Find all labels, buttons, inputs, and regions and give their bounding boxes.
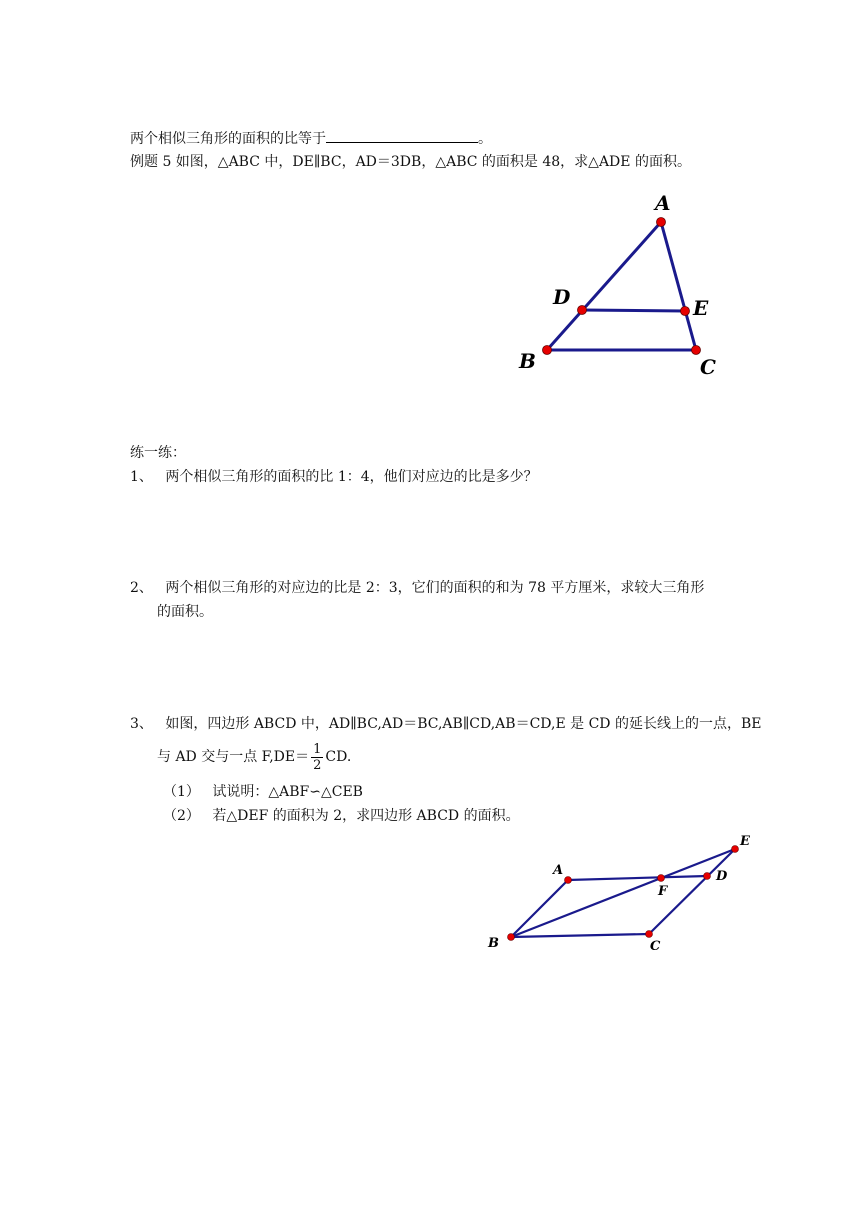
q3-sub2-number: （2） — [163, 808, 200, 824]
q3-sub2-text: 若△DEF 的面积为 2，求四边形 ABCD 的面积。 — [212, 808, 520, 824]
q2-text-line1: 两个相似三角形的对应边的比是 2：3，它们的面积的和为 78 平方厘米，求较大三角形 — [165, 580, 705, 596]
point-a — [657, 218, 666, 227]
label-e: E — [740, 834, 750, 849]
label-a: A — [655, 191, 671, 215]
point-e — [732, 846, 739, 853]
fill-blank-text: 两个相似三角形的面积的比等于 — [130, 131, 326, 147]
point-f — [658, 875, 665, 882]
q3-sub1-text: 试说明：△ABF∽△CEB — [212, 784, 363, 800]
q2-number: 2、 — [130, 580, 153, 596]
fraction-one-half — [311, 742, 323, 773]
label-d: D — [716, 869, 728, 884]
q3-sub2 — [163, 806, 520, 826]
label-a: A — [553, 863, 564, 878]
point-d — [578, 306, 587, 315]
fill-blank-line — [130, 128, 492, 149]
fill-blank-end: 。 — [478, 131, 492, 147]
figure-parallelogram-abcd — [480, 828, 770, 958]
segment-bc — [511, 934, 649, 937]
point-b — [543, 346, 552, 355]
q3-text-line1: 如图，四边形 ABCD 中，AD∥BC,AD＝BC,AB∥CD,AB＝CD,E 是 CD 的延长线上的一点，BE — [165, 716, 762, 732]
point-c — [692, 346, 701, 355]
point-b — [508, 934, 515, 941]
question-2 — [130, 578, 704, 598]
point-d — [704, 873, 711, 880]
segment-de — [582, 310, 685, 311]
q1-text: 两个相似三角形的面积的比 1：4，他们对应边的比是多少？ — [165, 469, 538, 485]
question-1 — [130, 467, 538, 487]
question-3 — [130, 714, 761, 734]
q1-number: 1、 — [130, 469, 153, 485]
point-e — [681, 307, 690, 316]
label-b: B — [519, 349, 536, 373]
point-c — [646, 931, 653, 938]
example-5: 例题 5 如图，△ABC 中，DE∥BC，AD＝3DB，△ABC 的面积是 48，求△ADE 的面积。 — [130, 154, 691, 170]
q3-number: 3、 — [130, 716, 153, 732]
point-a — [565, 877, 572, 884]
q3-sub1-number: （1） — [163, 784, 200, 800]
fraction-denominator: 2 — [313, 757, 322, 773]
figure-triangle-abc — [500, 185, 760, 385]
label-d: D — [553, 285, 571, 309]
label-c: C — [650, 939, 661, 954]
q3-sub1 — [163, 782, 363, 802]
practice-heading: 练一练： — [130, 445, 186, 461]
q3-line2 — [157, 740, 351, 774]
q3-line2-pre: 与 AD 交与一点 F,DE＝ — [157, 749, 310, 765]
q3-line2-post: CD. — [325, 749, 352, 765]
label-b: B — [488, 936, 499, 951]
label-f: F — [658, 884, 668, 899]
fraction-numerator: 1 — [313, 741, 322, 757]
segment-ad — [568, 876, 707, 880]
answer-blank[interactable] — [326, 128, 478, 143]
label-c: C — [700, 355, 716, 379]
label-e: E — [693, 296, 709, 320]
segment-be — [511, 849, 735, 937]
segment-ab — [511, 880, 568, 937]
q2-text-line2: 的面积。 — [157, 604, 213, 620]
segment-ac — [661, 222, 696, 350]
